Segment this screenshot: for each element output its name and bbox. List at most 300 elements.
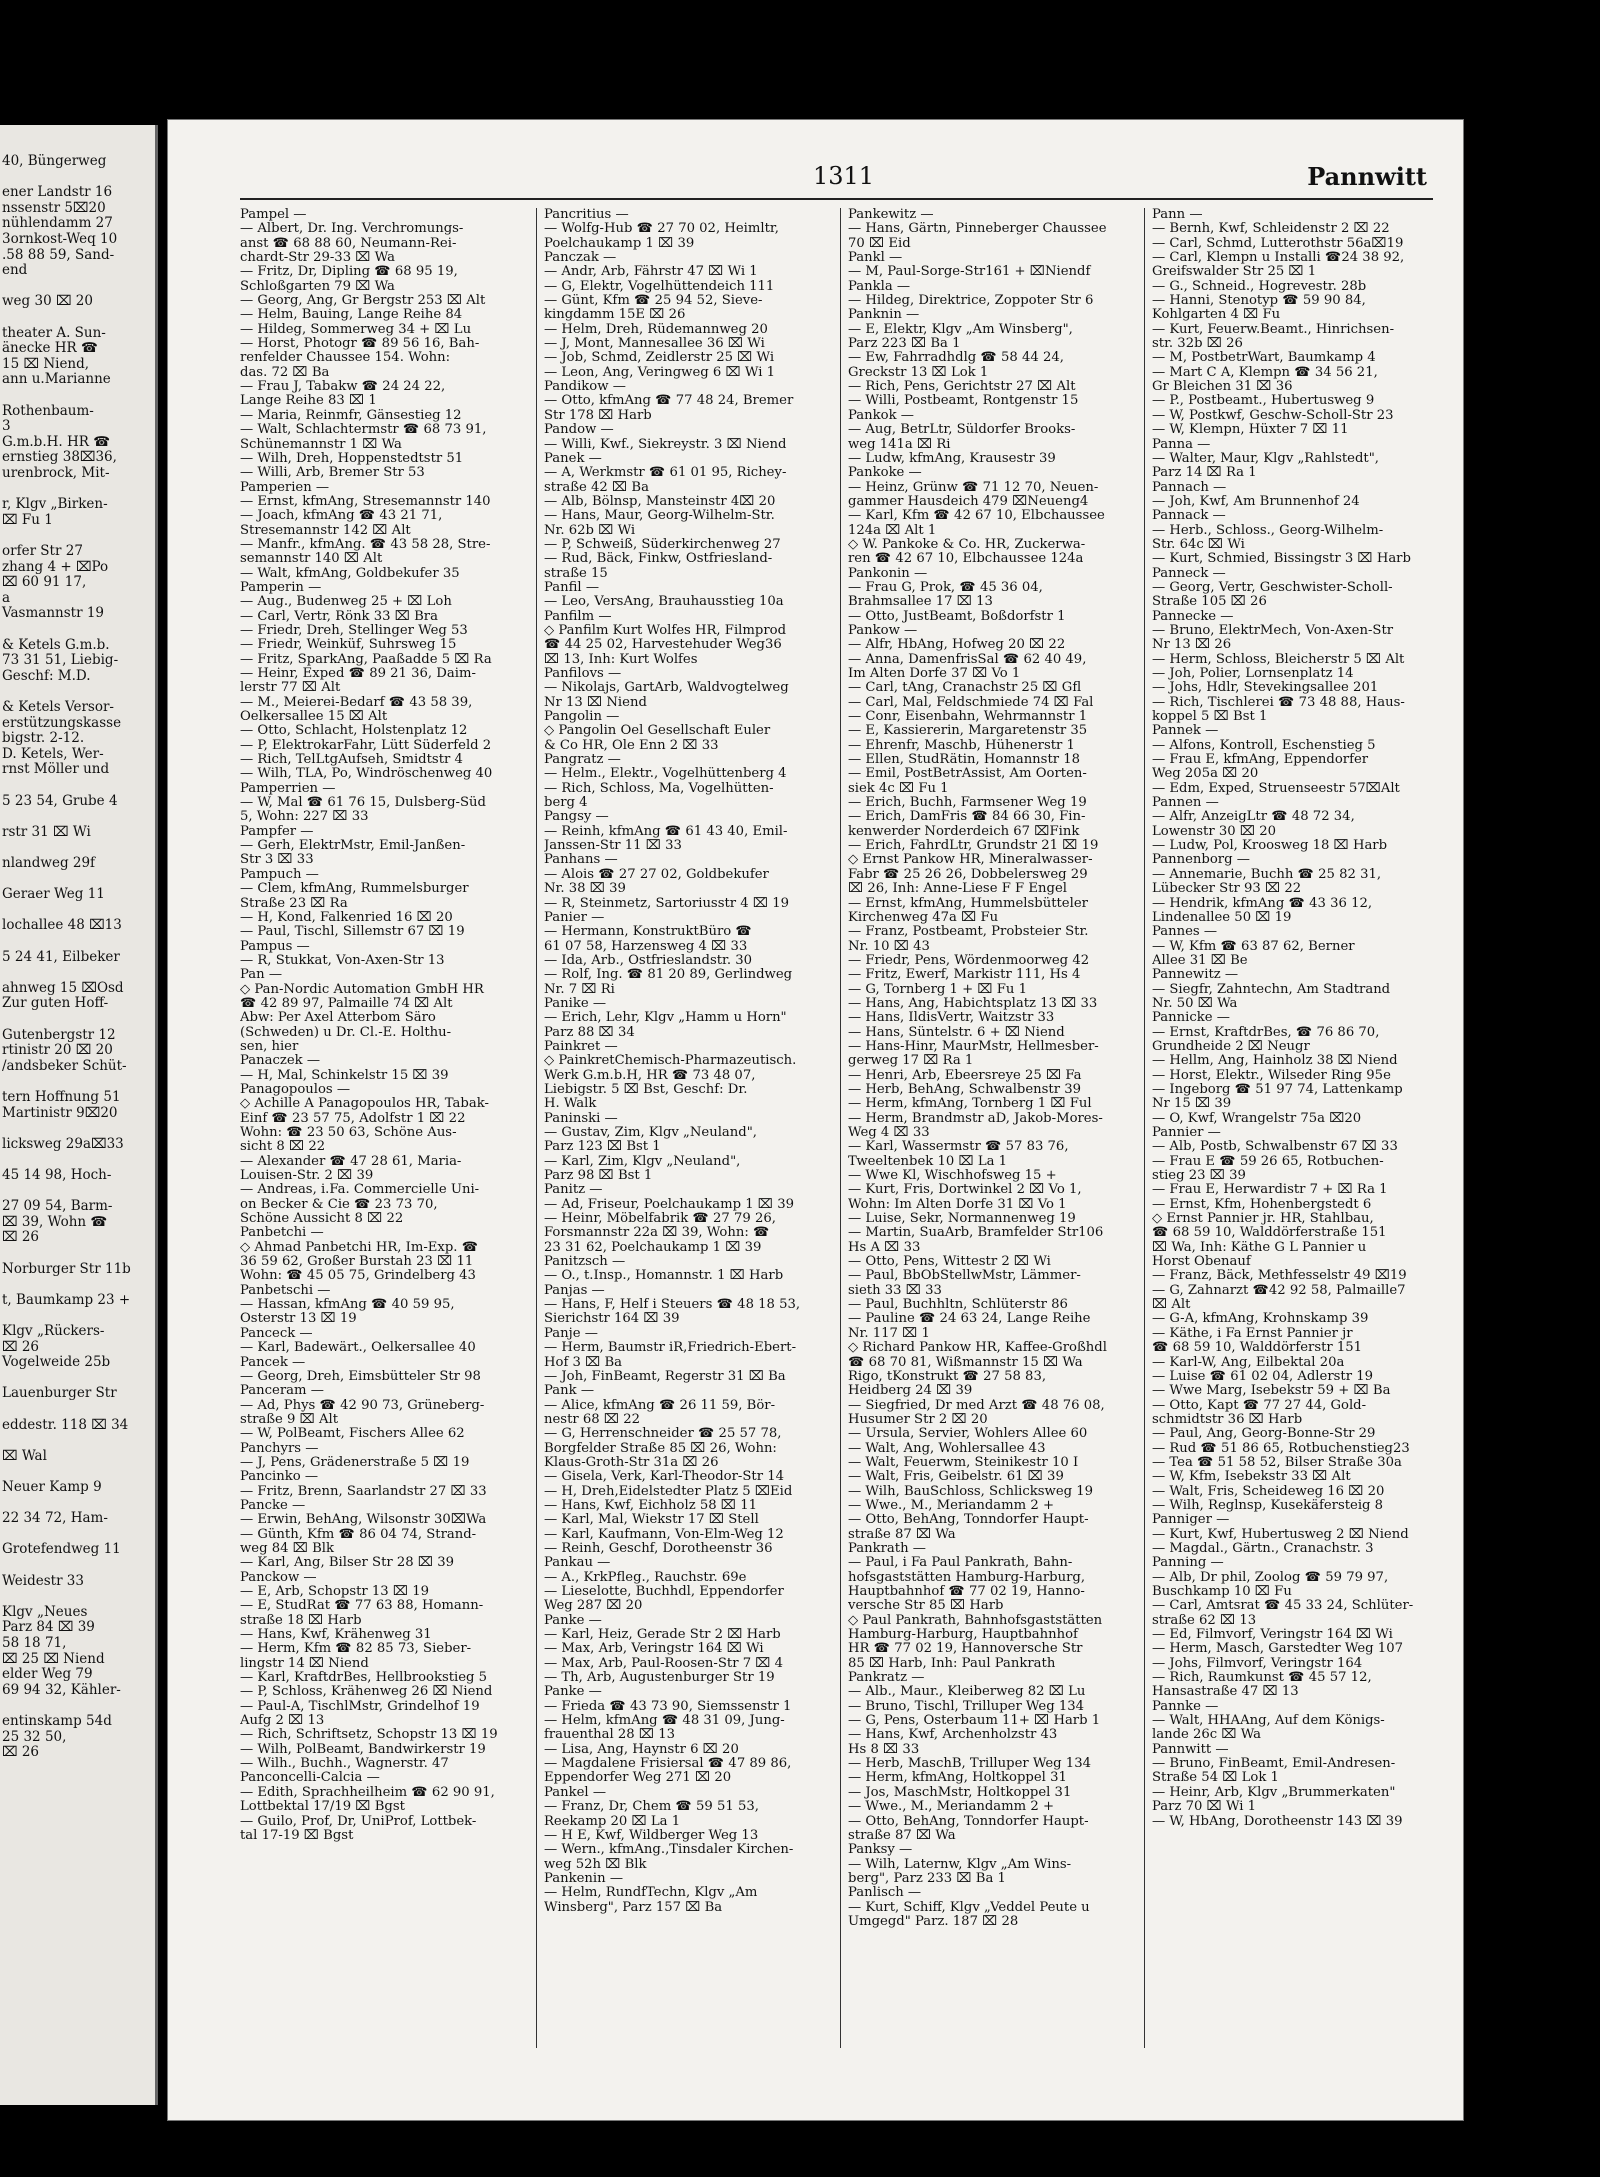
directory-entry-line: Str 3 ⌧ 33 — [240, 853, 314, 868]
surname-heading: Panceram — — [240, 1384, 324, 1399]
directory-entry-line: Osterstr 13 ⌧ 19 — [240, 1312, 357, 1327]
directory-entry-line: — Siegfr, Zahntechn, Am Stadtrand — [1152, 982, 1391, 997]
surname-heading: Panlisch — — [848, 1886, 922, 1901]
directory-entry-line: — Heinr, Möbelfabrik ☎ 27 79 26, — [544, 1212, 776, 1227]
surname-heading: Panckow — — [240, 1570, 317, 1585]
column-4 — [1152, 208, 1434, 1829]
directory-entry-line: — Alb, Dr phil, Zoolog ☎ 59 79 97, — [1152, 1570, 1389, 1585]
left-page-text-fragment: Gutenbergstr 12 — [2, 1026, 116, 1043]
directory-entry-line: Schöne Aussicht 8 ⌧ 22 — [240, 1212, 404, 1227]
directory-entry-line: — Ursula, Servier, Wohlers Allee 60 — [848, 1427, 1088, 1442]
surname-heading: Pann — — [1152, 208, 1203, 222]
surname-heading: Pancek — — [240, 1355, 306, 1370]
left-page-text-fragment: Klgv „Neues — [2, 1603, 88, 1620]
directory-entry-line: — Frau J, Tabakw ☎ 24 24 22, — [240, 380, 446, 395]
directory-entry-line: — Hildeg, Direktrice, Zoppoter Str 6 — [848, 294, 1094, 309]
surname-heading: Panhans — — [544, 853, 618, 868]
directory-entry-line: — Bernh, Kwf, Schleidenstr 2 ⌧ 22 — [1152, 222, 1390, 237]
directory-entry-line: Greifswalder Str 25 ⌧ 1 — [1152, 265, 1317, 280]
directory-entry-line: — Hans, Kwf, Eichholz 58 ⌧ 11 — [544, 1498, 757, 1513]
directory-entry-line: versche Str 85 ⌧ Harb — [848, 1599, 1004, 1614]
directory-entry-line: — Lisa, Ang, Haynstr 6 ⌧ 20 — [544, 1742, 739, 1757]
surname-heading: Pannach — — [1152, 480, 1227, 495]
directory-entry-line: — Joh, FinBeamt, Regerstr 31 ⌧ Ba — [544, 1369, 786, 1384]
surname-heading: Pankewitz — — [848, 208, 934, 222]
directory-entry-line: — Ad, Friseur, Poelchaukamp 1 ⌧ 39 — [544, 1197, 794, 1212]
directory-entry-line: — Wilh, Dreh, Hoppenstedtstr 51 — [240, 451, 464, 466]
directory-entry-line: — Ludw, Pol, Kroosweg 18 ⌧ Harb — [1152, 839, 1388, 854]
surname-heading: Pannes — — [1152, 925, 1218, 940]
directory-entry-line: Husumer Str 2 ⌧ 20 — [848, 1412, 988, 1427]
directory-entry-line: — Hans, IldisVertr, Waitzstr 33 — [848, 1011, 1055, 1026]
left-page-text-fragment: r, Klgv „Birken- — [2, 496, 108, 513]
surname-heading: Panniger — — [1152, 1513, 1230, 1528]
surname-heading: Pannen — — [1152, 796, 1219, 811]
directory-entry-line: — Hans-Hinr, MaurMstr, Hellmesber- — [848, 1039, 1099, 1054]
directory-entry-line: — Paul, Ang, Georg-Bonne-Str 29 — [1152, 1427, 1376, 1442]
directory-entry-line: frauenthal 28 ⌧ 13 — [544, 1728, 676, 1743]
surname-heading: Pankenin — — [544, 1871, 624, 1886]
left-page-text-fragment: Vasmannstr 19 — [2, 605, 105, 622]
directory-entry-line: — E, Elektr, Klgv „Am Winsberg", — [848, 322, 1073, 337]
directory-entry-line: straße 42 ⌧ Ba — [544, 480, 649, 495]
directory-entry-line: H. Walk — [544, 1097, 597, 1112]
directory-entry-line: — Kurt, Fris, Dortwinkel 2 ⌧ Vo 1, — [848, 1183, 1082, 1198]
directory-entry-line: Schloßgarten 79 ⌧ Wa — [240, 279, 395, 294]
directory-entry-line: sen, hier — [240, 1039, 299, 1054]
directory-entry-line: — W, Kfm, Isebekstr 33 ⌧ Alt — [1152, 1470, 1351, 1485]
directory-entry-line: — Alexander ☎ 47 28 61, Maria- — [240, 1154, 462, 1169]
directory-entry-line: — Anna, DamenfrisSal ☎ 62 40 49, — [848, 652, 1087, 667]
directory-entry-line: Poelchaukamp 1 ⌧ 39 — [544, 236, 695, 251]
directory-entry-line: — Carl, Klempn u Installi ☎24 38 92, — [1152, 251, 1405, 266]
directory-entry-line: — Hassan, kfmAng ☎ 40 59 95, — [240, 1298, 455, 1313]
directory-entry-line: Straße 54 ⌧ Lok 1 — [1152, 1771, 1279, 1786]
directory-entry-line: — P, Schloss, Krähenweg 26 ⌧ Niend — [240, 1685, 493, 1700]
surname-heading: Pannek — — [1152, 724, 1219, 739]
directory-entry-line: — Georg, Dreh, Eimsbütteler Str 98 — [240, 1369, 481, 1384]
directory-entry-line: — Paul, BbObStellwMstr, Lämmer- — [848, 1269, 1081, 1284]
directory-entry-line: — Helm, Bauing, Lange Reihe 84 — [240, 308, 463, 323]
left-page-text-fragment: rtinistr 20 ⌧ 20 — [2, 1042, 113, 1059]
directory-entry-line: — Otto, BehAng, Tonndorfer Haupt- — [848, 1513, 1089, 1528]
directory-entry-line: — Erich, DamFris ☎ 84 66 30, Fin- — [848, 810, 1086, 825]
directory-entry-line: — Herb., Schloss., Georg-Wilhelm- — [1152, 523, 1384, 538]
directory-entry-line: — Karl, Badewärt., Oelkersallee 40 — [240, 1341, 476, 1356]
directory-entry-line: — Herm, Schloss, Bleicherstr 5 ⌧ Alt — [1152, 652, 1405, 667]
directory-entry-line: siek 4c ⌧ Fu 1 — [848, 781, 949, 796]
directory-entry-line: Nr 13 ⌧ Niend — [544, 695, 647, 710]
directory-entry-line: Grundheide 2 ⌧ Neugr — [1152, 1039, 1310, 1054]
directory-entry-line: — P, ElektrokarFahr, Lütt Süderfeld 2 — [240, 738, 492, 753]
directory-entry-line: — Wilh, Reglnsp, Kusekäfersteig 8 — [1152, 1498, 1384, 1513]
directory-entry-line: — Leo, VersAng, Brauhausstieg 10a — [544, 595, 784, 610]
directory-entry-line: — Wwe Marg, Isebekstr 59 + ⌧ Ba — [1152, 1384, 1391, 1399]
directory-entry-line: — O, Kwf, Wrangelstr 75a ⌧20 — [1152, 1111, 1362, 1126]
directory-entry-line: — R, Stukkat, Von-Axen-Str 13 — [240, 953, 445, 968]
directory-entry-line: kenwerder Norderdeich 67 ⌧Fink — [848, 824, 1080, 839]
directory-entry-line: — Herm, Baumstr iR,Friedrich-Ebert- — [544, 1341, 797, 1356]
directory-entry-line: — Walter, Maur, Klgv „Rahlstedt", — [1152, 451, 1379, 466]
directory-entry-line: — Horst, Photogr ☎ 89 56 16, Bah- — [240, 337, 480, 352]
directory-entry-line: — O., t.Insp., Homannstr. 1 ⌧ Harb — [544, 1269, 784, 1284]
directory-entry-line: — Fritz, SparkAng, Paaßadde 5 ⌧ Ra — [240, 652, 492, 667]
directory-entry-line: — Erich, Lehr, Klgv „Hamm u Horn" — [544, 1011, 787, 1026]
directory-entry-line: — E, Kassiererin, Margaretenstr 35 — [848, 724, 1088, 739]
directory-entry-line: 70 ⌧ Eid — [848, 236, 911, 251]
directory-entry-line: — Paul, Tischl, Sillemstr 67 ⌧ 19 — [240, 925, 465, 940]
directory-entry-line: — Frieda ☎ 43 73 90, Siemssenstr 1 — [544, 1699, 792, 1714]
directory-entry-line: anst ☎ 68 88 60, Neumann-Rei- — [240, 236, 457, 251]
directory-entry-line: on Becker & Cie ☎ 23 73 70, — [240, 1197, 438, 1212]
directory-entry-line: — Bruno, FinBeamt, Emil-Andresen- — [1152, 1757, 1396, 1772]
directory-entry-line: Lowenstr 30 ⌧ 20 — [1152, 824, 1276, 839]
directory-entry-line: — Karl, Kfm ☎ 42 67 10, Elbchaussee — [848, 509, 1105, 524]
directory-entry-line: — Frau G, Prok, ☎ 45 36 04, — [848, 580, 1043, 595]
directory-entry-line: — A., KrkPfleg., Rauchstr. 69e — [544, 1570, 747, 1585]
directory-entry-line: — W, PolBeamt, Fischers Allee 62 — [240, 1427, 465, 1442]
column-3 — [848, 208, 1130, 1929]
left-page-text-fragment: weg 30 ⌧ 20 — [2, 293, 93, 310]
directory-entry-line: — Paul-A, TischlMstr, Grindelhof 19 — [240, 1699, 480, 1714]
directory-entry-line: — Albert, Dr. Ing. Verchromungs- — [240, 222, 464, 237]
directory-entry-line: — Ernst, kfmAng, Stresemannstr 140 — [240, 494, 491, 509]
directory-entry-line: — Wwe., M., Meriandamm 2 + — [848, 1498, 1055, 1513]
left-page-text-fragment: elder Weg 79 — [2, 1666, 93, 1683]
directory-entry-line: — Willi, Kwf., Siekreystr. 3 ⌧ Niend — [544, 437, 787, 452]
directory-entry-line: ren ☎ 42 67 10, Elbchaussee 124a — [848, 552, 1084, 567]
directory-entry-line: Parz 14 ⌧ Ra 1 — [1152, 466, 1257, 481]
directory-entry-line: — Karl-W, Ang, Eilbektal 20a — [1152, 1355, 1345, 1370]
directory-entry-line: Winsberg", Parz 157 ⌧ Ba — [544, 1900, 723, 1915]
directory-entry-line: ◇ Paul Pankrath, Bahnhofsgaststätten — [848, 1613, 1103, 1628]
directory-entry-line: — G, Elektr, Vogelhüttendeich 111 — [544, 279, 775, 294]
surname-heading: Panier — — [544, 910, 605, 925]
directory-entry-line: — Käthe, i Fa Ernst Pannier jr — [1152, 1326, 1353, 1341]
directory-entry-line: Lindenallee 50 ⌧ 19 — [1152, 910, 1292, 925]
directory-entry-line: — Ernst, kfmAng, Hummelsbütteler — [848, 896, 1088, 911]
directory-entry-line: Umgegd" Parz. 187 ⌧ 28 — [848, 1914, 1019, 1929]
directory-entry-line: 61 07 58, Harzensweg 4 ⌧ 33 — [544, 939, 748, 954]
directory-entry-line: ☎ 42 89 97, Palmaille 74 ⌧ Alt — [240, 996, 453, 1011]
directory-entry-line: Hs 8 ⌧ 33 — [848, 1742, 920, 1757]
surname-heading: Pankl — — [848, 251, 903, 266]
directory-entry-line: Lübecker Str 93 ⌧ 22 — [1152, 882, 1302, 897]
left-page-text-fragment: lochallee 48 ⌧13 — [2, 917, 122, 934]
directory-entry-line: — Wilh., Buchh., Wagnerstr. 47 — [240, 1757, 449, 1772]
left-page-text-fragment: G.m.b.H. HR ☎ — [2, 433, 111, 450]
directory-entry-line: weg 52h ⌧ Blk — [544, 1857, 647, 1872]
directory-entry-line: — Hans, Maur, Georg-Wilhelm-Str. — [544, 509, 775, 524]
directory-entry-line: Oelkersallee 15 ⌧ Alt — [240, 710, 388, 725]
directory-entry-line: — Manfr., kfmAng. ☎ 43 58 28, Stre- — [240, 537, 491, 552]
surname-heading: Pankok — — [848, 408, 914, 423]
directory-entry-line: — G., Schneid., Hogrevestr. 28b — [1152, 279, 1367, 294]
directory-entry-line: — Ludw, kfmAng, Krausestr 39 — [848, 451, 1056, 466]
directory-entry-line: Kirchenweg 47a ⌧ Fu — [848, 910, 999, 925]
directory-entry-line: — H, Dreh,Eidelstedter Platz 5 ⌧Eid — [544, 1484, 793, 1499]
directory-entry-line: chardt-Str 29-33 ⌧ Wa — [240, 251, 395, 266]
directory-entry-line: — Annemarie, Buchh ☎ 25 82 31, — [1152, 867, 1382, 882]
directory-entry-line: — Bruno, Tischl, Trilluper Weg 134 — [848, 1699, 1085, 1714]
directory-entry-line: — Herb, BehAng, Schwalbenstr 39 — [848, 1082, 1082, 1097]
left-page-text-fragment: 22 34 72, Ham- — [2, 1510, 108, 1527]
directory-entry-line: Straße 23 ⌧ Ra — [240, 896, 348, 911]
surname-heading: Panksy — — [848, 1843, 913, 1858]
left-page-text-fragment: theater A. Sun- — [2, 324, 106, 341]
directory-entry-line: — Heinr, Arb, Klgv „Brummerkaten" — [1152, 1785, 1396, 1800]
directory-entry-line: straße 9 ⌧ Alt — [240, 1412, 339, 1427]
directory-entry-line: Lottbektal 17/19 ⌧ Bgst — [240, 1800, 405, 1815]
directory-entry-line: — Wilh, PolBeamt, Bandwirkerstr 19 — [240, 1742, 486, 1757]
directory-entry-line: — Clem, kfmAng, Rummelsburger — [240, 882, 469, 897]
directory-entry-line: — W, Postkwf, Geschw-Scholl-Str 23 — [1152, 408, 1394, 423]
left-page-text-fragment: urenbrock, Mit- — [2, 465, 110, 481]
directory-entry-line: 124a ⌧ Alt 1 — [848, 523, 937, 538]
directory-entry-line: ◇ W. Pankoke & Co. HR, Zuckerwa- — [848, 537, 1086, 552]
left-page-text-fragment: Weidestr 33 — [2, 1572, 84, 1589]
left-page-text-fragment: ⌧ 26 — [2, 1338, 40, 1355]
directory-entry-line: Hansastraße 47 ⌧ 13 — [1152, 1685, 1299, 1700]
directory-entry-line: — Jos, MaschMstr, Holtkoppel 31 — [848, 1785, 1072, 1800]
directory-entry-line: — Alfr, HbAng, Hofweg 20 ⌧ 22 — [848, 638, 1066, 653]
directory-entry-line: Horst Obenauf — [1152, 1255, 1251, 1270]
surname-heading: Pan — — [240, 968, 283, 983]
directory-entry-line: semannstr 140 ⌧ Alt — [240, 552, 383, 567]
directory-entry-line: — Herm, Kfm ☎ 82 85 73, Sieber- — [240, 1642, 472, 1657]
directory-entry-line: — Rich, Schloss, Ma, Vogelhütten- — [544, 781, 774, 796]
directory-entry-line: — Aug., Budenweg 25 + ⌧ Loh — [240, 595, 452, 610]
directory-entry-line: — Erich, FahrdLtr, Grundstr 21 ⌧ 19 — [848, 839, 1099, 854]
column-2 — [544, 208, 826, 1915]
directory-entry-line: — Karl, KraftdrBes, Hellbrookstieg 5 — [240, 1671, 488, 1686]
directory-entry-line: — Walt, Feuerwm, Steinikestr 10 I — [848, 1455, 1079, 1470]
directory-entry-line: Reekamp 20 ⌧ La 1 — [544, 1814, 681, 1829]
directory-entry-line: — Ellen, StudRätin, Homannstr 18 — [848, 753, 1081, 768]
directory-entry-line: — Frau E ☎ 59 26 65, Rotbuchen- — [1152, 1154, 1384, 1169]
page-header — [240, 162, 1433, 200]
column-rule — [840, 208, 841, 2048]
surname-heading: Pankratz — — [848, 1671, 925, 1686]
directory-entry-line: Gr Bleichen 31 ⌧ 36 — [1152, 380, 1293, 395]
surname-heading: Pankonin — — [848, 566, 928, 581]
running-head: Pannwitt — [1307, 162, 1427, 191]
directory-entry-line: — Carl, Schmd, Lutterothstr 56a⌧19 — [1152, 236, 1404, 251]
directory-entry-line: — Carl, tAng, Cranachstr 25 ⌧ Gfl — [848, 681, 1082, 696]
surname-heading: Panknin — — [848, 308, 920, 323]
directory-entry-line: Weg 4 ⌧ 33 — [848, 1126, 930, 1140]
directory-entry-line: — Max, Arb, Veringstr 164 ⌧ Wi — [544, 1642, 764, 1657]
directory-entry-line: — Otto, BehAng, Tonndorfer Haupt- — [848, 1814, 1089, 1829]
directory-entry-line: — G, Tornberg 1 + ⌧ Fu 1 — [848, 982, 1027, 997]
directory-entry-line: — Siegfried, Dr med Arzt ☎ 48 76 08, — [848, 1398, 1105, 1413]
directory-entry-line: Allee 31 ⌧ Be — [1152, 953, 1248, 968]
surname-heading: Pankla — — [848, 279, 911, 294]
surname-heading: Panke — — [544, 1613, 602, 1628]
left-page-text-fragment: Rothenbaum- — [2, 402, 94, 419]
directory-entry-line: — Aug, BetrLtr, Süldorfer Brooks- — [848, 423, 1076, 438]
directory-entry-line: — Herm, Masch, Garstedter Weg 107 — [1152, 1642, 1403, 1657]
directory-entry-line: Louisen-Str. 2 ⌧ 39 — [240, 1169, 374, 1184]
directory-entry-line: — Rud ☎ 51 86 65, Rotbuchenstieg23 — [1152, 1441, 1410, 1456]
directory-entry-line: — Walt, Fris, Scheideweg 16 ⌧ 20 — [1152, 1484, 1385, 1499]
directory-entry-line: — Reinh, kfmAng ☎ 61 43 40, Emil- — [544, 824, 788, 839]
directory-entry-line: straße 87 ⌧ Wa — [848, 1527, 956, 1542]
directory-entry-line: straße 18 ⌧ Harb — [240, 1613, 362, 1628]
directory-entry-line: — Friedr, Pens, Wördenmoorweg 42 — [848, 953, 1090, 968]
directory-entry-line: ◇ Richard Pankow HR, Kaffee-Großhdl — [848, 1341, 1107, 1356]
directory-entry-line: — Erich, Buchh, Farmsener Weg 19 — [848, 796, 1087, 811]
directory-entry-line: Nr. 117 ⌧ 1 — [848, 1326, 930, 1341]
directory-entry-line: — Hans, Kwf, Krähenweg 31 — [240, 1628, 432, 1643]
directory-entry-line: — Alb, Bölnsp, Mansteinstr 4⌧ 20 — [544, 494, 776, 509]
directory-entry-line: — Walt, HHAAng, Auf dem Königs- — [1152, 1714, 1385, 1729]
surname-heading: Pangolin — — [544, 710, 620, 725]
left-page-text-fragment: ⌧ 26 — [2, 1229, 40, 1246]
directory-entry-line: — A, Werkmstr ☎ 61 01 95, Richey- — [544, 466, 787, 481]
left-page-text-fragment: erstützungskasse — [2, 714, 122, 731]
left-page-text-fragment: zhang 4 + ⌧Po — [2, 558, 109, 575]
directory-entry-line: nestr 68 ⌧ 22 — [544, 1412, 641, 1427]
directory-entry-line: Heidberg 24 ⌧ 39 — [848, 1384, 973, 1399]
surname-heading: Pannier — — [1152, 1126, 1221, 1140]
directory-entry-line: — Joh, Polier, Lornsenplatz 14 — [1152, 667, 1354, 681]
directory-entry-line: — Heinz, Grünw ☎ 71 12 70, Neuen- — [848, 480, 1099, 495]
directory-entry-line: — Th, Arb, Augustenburger Str 19 — [544, 1671, 775, 1686]
left-page-text-fragment: Geraer Weg 11 — [2, 886, 105, 903]
directory-entry-line: — Gisela, Verk, Karl-Theodor-Str 14 — [544, 1470, 784, 1485]
directory-entry-line: — G-A, kfmAng, Krohnskamp 39 — [1152, 1312, 1369, 1327]
left-page-text-fragment: .58 88 59, Sand- — [2, 246, 115, 263]
directory-entry-line: — Pauline ☎ 24 63 24, Lange Reihe — [848, 1312, 1091, 1327]
directory-entry-line: — H, Mal, Schinkelstr 15 ⌧ 39 — [240, 1068, 449, 1083]
directory-entry-line: — Helm, RundfTechn, Klgv „Am — [544, 1886, 758, 1901]
directory-entry-line: — Wwe., M., Meriandamm 2 + — [848, 1800, 1055, 1815]
surname-heading: Panfilovs — — [544, 667, 622, 681]
surname-heading: Panitzsch — — [544, 1255, 626, 1270]
directory-entry-line: — Guilo, Prof, Dr, UniProf, Lottbek- — [240, 1814, 477, 1829]
left-page-text-fragment: Norburger Str 11b — [2, 1260, 131, 1277]
directory-entry-line: lerstr 77 ⌧ Alt — [240, 681, 341, 696]
left-page-text-fragment: ernstieg 38⌧36, — [2, 449, 117, 466]
surname-heading: Pannecke — — [1152, 609, 1234, 624]
surname-heading: Panek — — [544, 451, 602, 466]
directory-entry-line: — Frau E, kfmAng, Eppendorfer — [1152, 753, 1369, 768]
directory-entry-line: — M, Paul-Sorge-Str161 + ⌧Niendf — [848, 265, 1091, 280]
directory-entry-line: ◇ Achille A Panagopoulos HR, Tabak- — [240, 1097, 489, 1112]
directory-entry-line: — Otto, Kapt ☎ 77 27 44, Gold- — [1152, 1398, 1367, 1413]
directory-entry-line: — Alice, kfmAng ☎ 26 11 59, Bör- — [544, 1398, 776, 1413]
surname-heading: Panbetchi — — [240, 1226, 324, 1241]
directory-entry-line: Parz 98 ⌧ Bst 1 — [544, 1169, 653, 1184]
directory-entry-line: — Hermann, KonstruktBüro ☎ — [544, 925, 752, 940]
directory-entry-line: — Rich, Pens, Gerichtstr 27 ⌧ Alt — [848, 380, 1076, 395]
left-page-text-fragment: ⌧ 60 91 17, — [2, 574, 87, 591]
directory-entry-line: — Willi, Postbeamt, Rontgenstr 15 — [848, 394, 1079, 409]
surname-heading: Pank — — [544, 1384, 595, 1399]
directory-entry-line: Hof 3 ⌧ Ba — [544, 1355, 623, 1370]
left-page-text-fragment: Zur guten Hoff- — [2, 995, 109, 1012]
directory-entry-line: Forsmannstr 22a ⌧ 39, Wohn: ☎ — [544, 1226, 770, 1241]
left-page-text-fragment: ⌧ 39, Wohn ☎ — [2, 1213, 108, 1230]
directory-entry-line: — Andreas, i.Fa. Commercielle Uni- — [240, 1183, 480, 1198]
surname-heading: Pandow — — [544, 423, 614, 438]
directory-entry-line: Nr. 38 ⌧ 39 — [544, 882, 626, 897]
left-page-text-fragment: 73 31 51, Liebig- — [2, 652, 119, 669]
directory-entry-line: — Wwe Kl, Wischhofsweg 15 + — [848, 1169, 1057, 1184]
left-page-text-fragment: 45 14 98, Hoch- — [2, 1167, 112, 1183]
surname-heading: Pancritius — — [544, 208, 629, 222]
directory-entry-line: — Mart C A, Klempn ☎ 34 56 21, — [1152, 365, 1378, 380]
directory-entry-line: Nr. 50 ⌧ Wa — [1152, 996, 1238, 1011]
directory-entry-line: HR ☎ 77 02 19, Hannoversche Str — [848, 1642, 1083, 1657]
directory-entry-line: Nr. 10 ⌧ 43 — [848, 939, 930, 954]
surname-heading: Pandikow — — [544, 380, 626, 395]
directory-entry-line: — Franz, Postbeamt, Probsteier Str. — [848, 925, 1089, 940]
directory-entry-line: sieth 33 ⌧ 33 — [848, 1283, 942, 1298]
directory-entry-line: — Helm, Dreh, Rüdemannweg 20 — [544, 322, 768, 337]
surname-heading: Pannack — — [1152, 509, 1226, 524]
directory-entry-line: kingdamm 15E ⌧ 26 — [544, 308, 686, 323]
directory-entry-line: — Rich, Tischlerei ☎ 73 48 88, Haus- — [1152, 695, 1405, 710]
directory-entry-line: — Herm, Brandmstr aD, Jakob-Mores- — [848, 1111, 1103, 1126]
left-page-text-fragment: t, Baumkamp 23 + — [2, 1291, 131, 1308]
directory-entry-line: — Willi, Arb, Bremer Str 53 — [240, 466, 425, 481]
surname-heading: Pampus — — [240, 939, 310, 954]
surname-heading: Panfilm — — [544, 609, 612, 624]
directory-entry-line: — Karl, Kaufmann, Von-Elm-Weg 12 — [544, 1527, 784, 1542]
surname-heading: Pangratz — — [544, 753, 621, 768]
surname-heading: Pankrath — — [848, 1541, 926, 1556]
left-page-text-fragment: ⌧ Fu 1 — [2, 511, 53, 528]
directory-entry-line: — Georg, Vertr, Geschwister-Scholl- — [1152, 580, 1393, 595]
directory-entry-line: straße 62 ⌧ 13 — [1152, 1613, 1257, 1628]
directory-entry-line: — Ida, Arb., Ostfrieslandstr. 30 — [544, 953, 753, 968]
left-page-text-fragment: 40, Büngerweg — [2, 153, 107, 169]
left-page-text-fragment: 69 94 32, Kähler- — [2, 1681, 121, 1698]
directory-entry-line: Nr. 62b ⌧ Wi — [544, 523, 636, 538]
directory-entry-line: — Herm, kfmAng, Tornberg 1 ⌧ Ful — [848, 1097, 1092, 1112]
directory-entry-line: — Walt, Schlachtermstr ☎ 68 73 91, — [240, 423, 487, 438]
directory-entry-line: — Martin, SuaArb, Bramfelder Str106 — [848, 1226, 1104, 1241]
directory-entry-line: — Hans, Gärtn, Pinneberger Chaussee — [848, 222, 1107, 237]
directory-entry-line: ⌧ 13, Inh: Kurt Wolfes — [544, 652, 698, 667]
surname-heading: Panaczek — — [240, 1054, 321, 1069]
directory-entry-line: 36 59 62, Großer Burstah 23 ⌧ 11 — [240, 1255, 474, 1270]
directory-entry-line: Parz 123 ⌧ Bst 1 — [544, 1140, 661, 1155]
directory-entry-line: ◇ Ernst Pannier jr. HR, Stahlbau, — [1152, 1212, 1374, 1227]
directory-entry-line: ☎ 44 25 02, Harvestehuder Weg36 — [544, 638, 782, 653]
left-page-text-fragment: 5 24 41, Eilbeker — [2, 948, 120, 965]
directory-entry-line: — Walt, Fris, Geibelstr. 61 ⌧ 39 — [848, 1470, 1064, 1485]
surname-heading: Panneck — — [1152, 566, 1226, 581]
directory-entry-line: 23 31 62, Poelchaukamp 1 ⌧ 39 — [544, 1240, 762, 1255]
directory-entry-line: — Rolf, Ing. ☎ 81 20 89, Gerlindweg — [544, 968, 793, 983]
surname-heading: Panje — — [544, 1326, 598, 1341]
directory-entry-line: — Alfr, AnzeigLtr ☎ 48 72 34, — [1152, 810, 1355, 825]
directory-entry-line: — Ew, Fahrradhdlg ☎ 58 44 24, — [848, 351, 1064, 366]
directory-entry-line: — Johs, Filmvorf, Veringstr 164 — [1152, 1656, 1363, 1671]
directory-entry-line: — W, Kfm ☎ 63 87 62, Berner — [1152, 939, 1355, 954]
left-page-text-fragment: & Ketels Versor- — [2, 699, 114, 715]
directory-entry-line: Lange Reihe 83 ⌧ 1 — [240, 394, 377, 409]
directory-entry-line: das. 72 ⌧ Ba — [240, 365, 330, 380]
surname-heading: Pannke — — [1152, 1699, 1219, 1714]
directory-entry-line: — Alfons, Kontroll, Eschenstieg 5 — [1152, 738, 1376, 753]
directory-entry-line: Str 178 ⌧ Harb — [544, 408, 652, 423]
directory-entry-line: — M, PostbetrWart, Baumkamp 4 — [1152, 351, 1376, 366]
directory-entry-line: — Tea ☎ 51 58 52, Bilser Straße 30a — [1152, 1455, 1402, 1470]
